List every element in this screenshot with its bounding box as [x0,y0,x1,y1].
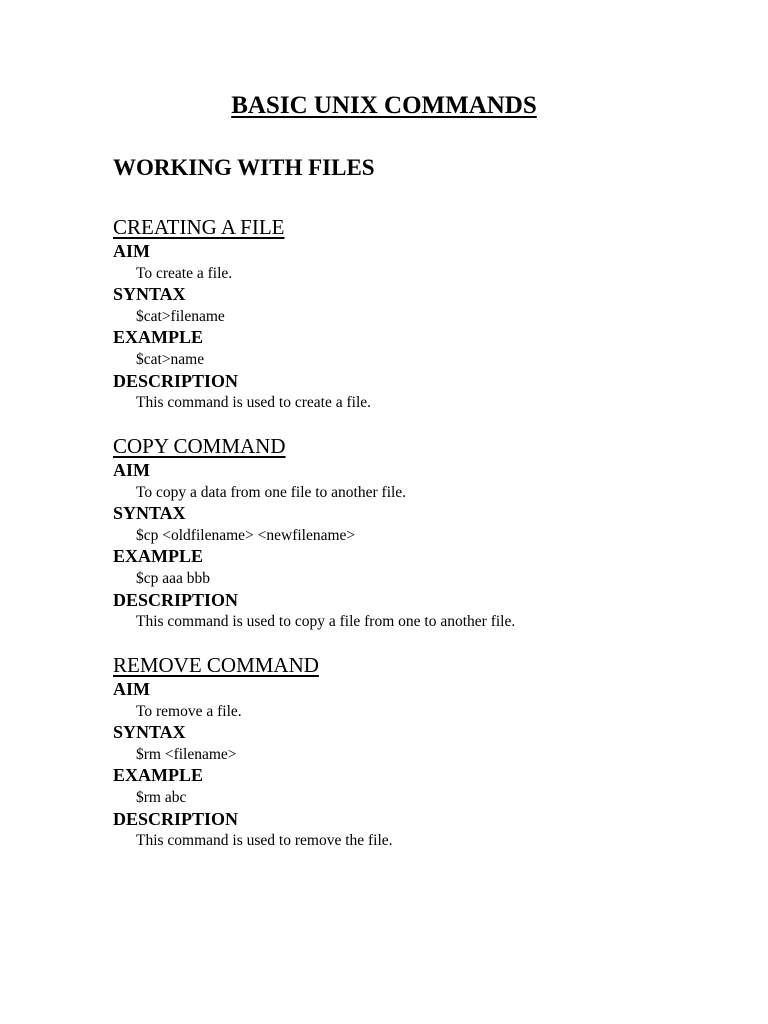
description-text: This command is used to copy a file from one to another file. [136,613,516,631]
aim-label: AIM [113,241,150,261]
syntax-label: SYNTAX [113,284,186,305]
description-label: DESCRIPTION [113,808,239,829]
example-label: EXAMPLE [113,765,203,786]
aim-text: To copy a data from one file to another file. [136,483,407,501]
section-remove-command [113,652,733,852]
example-label: EXAMPLE [113,327,203,348]
section-title: COPY COMMAND [113,434,286,458]
description-label: DESCRIPTION [113,370,239,391]
aim-label: AIM [113,460,150,480]
section-title: CREATING A FILE [113,215,285,239]
section-copy-command [113,433,733,633]
syntax-text: $rm <filename> [136,745,237,763]
document-title: BASIC UNIX COMMANDS [231,92,537,119]
syntax-label: SYNTAX [113,722,186,743]
example-text: $cat>name [136,350,205,368]
chapter-heading: WORKING WITH FILES [113,155,375,180]
syntax-label: SYNTAX [113,503,186,524]
example-label: EXAMPLE [113,546,203,567]
aim-label: AIM [113,679,150,699]
description-text: This command is used to remove the file. [136,832,393,850]
description-label: DESCRIPTION [113,589,239,610]
aim-text: To create a file. [136,264,233,282]
description-text: This command is used to create a file. [136,394,372,412]
syntax-text: $cp <oldfilename> <newfilename> [136,526,356,544]
example-text: $rm abc [136,788,187,806]
aim-text: To remove a file. [136,702,242,720]
syntax-text: $cat>filename [136,307,225,325]
section-title: REMOVE COMMAND [113,653,319,677]
section-creating-a-file [113,214,733,414]
example-text: $cp aaa bbb [136,569,211,587]
